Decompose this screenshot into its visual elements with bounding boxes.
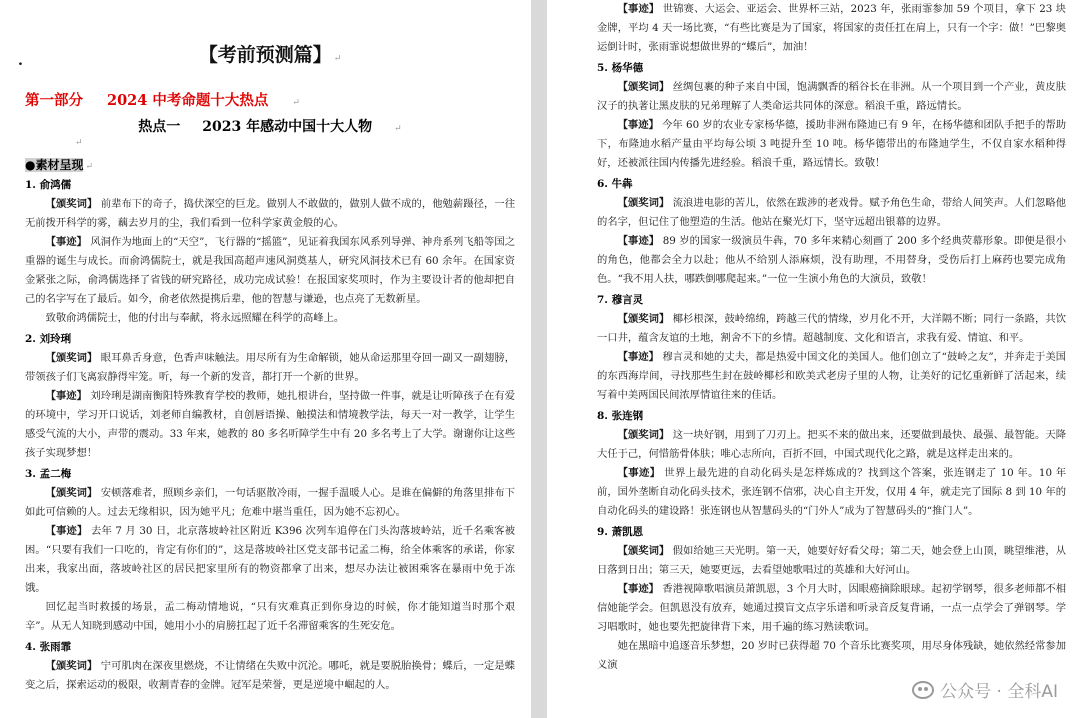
person-heading: 1. 俞鸿儒 xyxy=(25,179,72,191)
deed-paragraph: 【事迹】 世界上最先进的自动化码头是怎样炼成的？找到这个答案，张连钢走了 10 年。10 年前，国外垄断自动化码头技术，张连钢不信邪，决心自主开发，仅用 4 年，就走完了国际 8 到 10 年的自动化码头的建设路！张连钢也从智慧码头的“门外人”成为了智慧码头的“推门人”。 xyxy=(597,467,1067,517)
deed-paragraph: 【事迹】 今年 60 岁的农业专家杨华德，援助非洲布隆迪已有 9 年，在杨华德和团队手把手的帮助下，布隆迪水稻产量由平均每公顷 3 吨提升至 10 吨。杨华德带出的布隆迪学生，不仅自家水稻种得好，还被派往国内传播先进经验。稻浪千重，路远情长。致敬！ xyxy=(597,119,1066,169)
person-heading: 9. 萧凯恩 xyxy=(597,526,644,538)
person-heading: 8. 张连钢 xyxy=(597,410,644,422)
person-heading: 4. 张雨霏 xyxy=(25,641,72,653)
body-paragraph: 致敬俞鸿儒院士，他的付出与奉献，将永远照耀在科学的高峰上。 xyxy=(45,312,345,324)
award-paragraph: 【颁奖词】 流浪进电影的苦儿，依然在跋涉的老戏骨。赋予角色生命，带给人间笑声。人们忽略他的名字，但记住了他塑造的生活。他站在聚光灯下，坚守远超出银幕的边界。 xyxy=(597,197,1066,228)
deed-paragraph: 【事迹】 穆言灵和她的丈夫，都是热爱中国文化的美国人。他们创立了“鼓岭之友”，并奔走于美国的东西海岸间，寻找那些生封在鼓岭椰杉和欧美式老房子里的人物，让美好的记忆重新鲜了活起来，续写着中美两国民间浓厚情谊往来的佳话。 xyxy=(597,351,1067,401)
person-heading: 7. 穆言灵 xyxy=(597,294,644,306)
award-paragraph: 【颁奖词】 丝绸包裹的种子来自中国，饱满飘香的稻谷长在非洲。从一个项目到一个产业，黄皮肤汉子的执著让黑皮肤的兄弟理解了人类命运共同体的深意。稻浪千重，路远情长。 xyxy=(597,81,1066,112)
deed-paragraph: 【事迹】 去年 7 月 30 日，北京落坡岭社区附近 K396 次列车追停在门头沟落坡岭站，近千名乘客被困。“只要有我们一口吃的，肯定有你们的”，这是落坡岭社区党支部书记孟二梅，给全体乘客的承诺，你家出来，我家出面，落坡岭社区的居民把家里所有的物资都拿了出来，想尽办法让被困乘客在暴雨中免于冻饿。 xyxy=(25,525,516,594)
page-gap xyxy=(531,0,547,718)
body-paragraph: 回忆起当时救援的场景，孟二梅动情地说，“只有灾难真正到你身边的时候，你才能知道当时那个艰辛”。从无人知晓到感动中国，她用小小的肩膀扛起了近千名滞留乘客的生死安危。 xyxy=(25,601,515,632)
section-heading: ●素材呈现 ↵ xyxy=(25,158,94,172)
document-title: . 【考前预测篇】 ↵ xyxy=(25,40,515,70)
part-heading: 第一部分 2024 中考命题十大热点 ↵ xyxy=(25,92,300,109)
deed-paragraph: 【事迹】 香港视障歌唱演员萧凯恩，3 个月大时，因眼癌摘除眼球。起初学钢琴，很多老师都不相信她能学会。但凯恩没有放弃，她通过摸盲文点字乐谱和听录音反复背诵，一点一点学会了弹钢琴。学习唱歌时，她也要先把旋律背下来，用千遍的练习熟读歌词。 xyxy=(597,583,1066,633)
deed-paragraph: 【事迹】 风洞作为地面上的“天空”，飞行器的“摇篮”，见证着我国东风系列导弹、神舟系列飞船等国之重器的诞生与成长。而俞鸿儒院士，就是我国高超声速风洞奠基人，研究风洞技术已有 60 余年。在国家资金紧张之际，俞鸿儒选择了省钱的研究路径，成功完成试验！在报国家奖项时，作为主要设计者的他却把自己的名字写在了最后。如今，俞老依然提携后辈，他的智慧与谦逊，也点亮了无数新星。 xyxy=(25,236,515,305)
bullet-dot: . xyxy=(18,53,23,69)
award-paragraph: 【颁奖词】 假如给她三天光明。第一天，她要好好看父母；第二天，她会登上山顶，眺望维港，从日落到日出；第三天，她要更远，去看望她歌唱过的英雄和大好河山。 xyxy=(597,545,1066,576)
award-paragraph: 【颁奖词】 眼耳鼻舌身意，色香声味触法。用尽所有为生命解锁，她从命运那里夺回一副又一副翅膀，带领孩子们飞离寂静得牢笼。听，每一个新的发音，都打开一个新的世界。 xyxy=(25,352,516,383)
award-paragraph: 【颁奖词】 这一块好钢，用到了刀刃上。把买不来的做出来，还要做到最快、最强、最智能。天降大任于己，何惜筋骨体肤；唯心志所向，百折不回，中国式现代化之路，就是这样走出来的。 xyxy=(597,429,1066,460)
wechat-icon xyxy=(912,681,934,699)
body-paragraph: 她在黑暗中追逐音乐梦想，20 岁时已获得超 70 个音乐比赛奖项，用尽身体残缺，她依然经常参加义演 xyxy=(597,640,1066,671)
person-heading: 5. 杨华德 xyxy=(597,62,644,74)
watermark: 公众号 · 全科AI xyxy=(912,677,1058,702)
person-heading: 3. 孟二梅 xyxy=(25,468,72,480)
award-paragraph: 【颁奖词】 安顿落难者，照顾乡亲们，一句话驱散冷雨，一握手温暖人心。是谁在偏僻的角落里排布下如此可信赖的人。过去无缘相识，因为她平凡；危难中堪当重任，因为她不忘初心。 xyxy=(25,487,516,518)
hot-topic-heading: 热点一 2023 年感动中国十大人物 ↵ xyxy=(138,119,402,135)
person-heading: 2. 刘玲琍 xyxy=(25,333,72,345)
award-paragraph: 【颁奖词】 宁可肌肉在深夜里燃烧，不让情绪在失败中沉沦。哪吒，就是要脱胎换骨；蝶后，一定是蝶变之后，探索运动的极限，收割青春的金牌。冠军是荣誉，更是逆境中崛起的人。 xyxy=(25,660,516,691)
person-heading: 6. 牛犇 xyxy=(597,178,633,190)
deed-paragraph: 【事迹】 刘玲琍是湖南衡阳特殊教育学校的教师，她扎根讲台，坚持做一件事，就是让听障孩子在有爱的环境中，学习开口说话，刘老师自编教材，自创唇语操、触摸法和情境教学法，每天一对一教学，让学生感受气流的大小，声带的震动。33 年来，她教的 80 多名听障学生中有 20 多名考上了大学。谢谢你让这些孩子实现梦想！ xyxy=(25,390,516,459)
deed-paragraph: 【事迹】 世锦赛、大运会、亚运会、世界杯三站，2023 年，张雨霏参加 59 个项目，拿下 23 块金牌，平均 4 天一场比赛，“有些比赛是为了国家，将国家的责任扛在肩上，只有一个字：做！”巴黎奥运倒计时，张雨霏说想做世界的“蝶后”，加油！ xyxy=(597,3,1067,53)
award-paragraph: 【颁奖词】 前辈布下的奇子，捣伏深空的巨龙。做别人不敢做的，做别人做不成的，他勉薪蹑径，一往无前拨开科学的雾，藕去岁月的尘，我们看到一位科学家黄金般的心。 xyxy=(25,198,516,229)
document-page-left: . 【考前预测篇】 ↵ 第一部分 2024 中考命题十大热点 ↵ 热点一 2023 年感动中国十大人物 ↵ ↵ ●素材呈现 ↵ 1. 俞鸿儒 【颁奖词】 前辈布下的奇子，捣伏深空的巨龙。做别人不敢做的，做别人做不成的，他勉薪蹑径，一往无前拨开科学的雾，藕去岁月的尘，我们看到一位科学家黄金般的心。 【事迹】 风洞作为地面上的“天空”，飞行器的“摇篮”，见证着我国东风系列导弹、神舟系列飞船等国之重器的诞生与成长。而俞鸿儒院士，就是我国高超声速风洞奠基人，研究风洞技术已有 60 余年。在国家资金紧张之际，俞鸿儒选择了省钱的研究路径，成功完成试验！在报国家奖项时，作为主要设计者的他却把自己的名字写在了最后。如今，俞老依然提携后辈，他的智慧与谦逊，也点亮了无数新星。 致敬俞鸿儒院士，他的付出与奉献，将永远照耀在科学的高峰上。 2. 刘玲琍 【颁奖词】 眼耳鼻舌身意，色香声味触法。用尽所有为生命解锁，她从命运那里夺回一副又一副翅膀，带领孩子们飞离寂静得牢笼。听，每一个新的发音，都打开一个新的世界。 【事迹】 刘玲琍是湖南衡阳特殊教育学校的教师，她扎根讲台，坚持做一件事，就是让听障孩子在有爱的环境中，学习开口说话，刘老师自编教材，自创唇语操、触摸法和情境教学法，每天一对一教学，让学生感受气流的大小，声带的震动。33 年来，她教的 80 多名听障学生中有 20 多名考上了大学。谢谢你让这些孩子实现梦想！ 3. 孟二梅 【颁奖词】 安顿落难者，照顾乡亲们，一句话驱散冷雨，一握手温暖人心。是谁在偏僻的角落里排布下如此可信赖的人。过去无缘相识，因为她平凡；危难中堪当重任，因为她不忘初心。 【事迹】 去年 7 月 30 日，北京落坡岭社区附近 K396 次列车追停在门头沟落坡岭站，近千名乘客被困。“只要有我们一口吃的，肯定有你们的”，这是落坡岭社区党支部书记孟二梅，给全体乘客的承诺，你家出来，我家出面，落坡岭社区的居民把家里所有的物资都拿了出来，想尽办法让被困乘客在暴雨中免于冻饿。 回忆起当时救援的场景，孟二梅动情地说，“只有灾难真正到你身边的时候，你才能知道当时那个艰辛”。从无人知晓到感动中国，她用小小的肩膀扛起了近千名滞留乘客的生死安危。 4. 张雨霏 【颁奖词】 宁可肌肉在深夜里燃烧，不让情绪在失败中沉沦。哪吒，就是要脱胎换骨；蝶后，一定是蝶变之后，探索运动的极限，收割青春的金牌。冠军是荣誉，更是逆境中崛起的人。 xyxy=(0,0,531,718)
document-page-right xyxy=(547,0,1080,718)
award-paragraph: 【颁奖词】 椰杉根深，鼓岭绵绵，跨越三代的情缘，岁月化不开，大洋隔不断；同行一条路，共饮一口井，蕴含友谊的土地，割舍不下的乡情。超越制度、文化和语言，求我有爱、情谊、和平。 xyxy=(597,313,1066,344)
deed-paragraph: 【事迹】 89 岁的国家一级演员牛犇，70 多年来精心刻画了 200 多个经典荧幕形象。即便是很小的角色，他都会全力以赴；他从不给别人添麻烦，没有助理，不用替身，受伤后打上麻药也要完成角色。“我不用人扶，哪跌倒哪爬起来。”一位一生演小角色的大演员，致敬！ xyxy=(597,235,1067,285)
